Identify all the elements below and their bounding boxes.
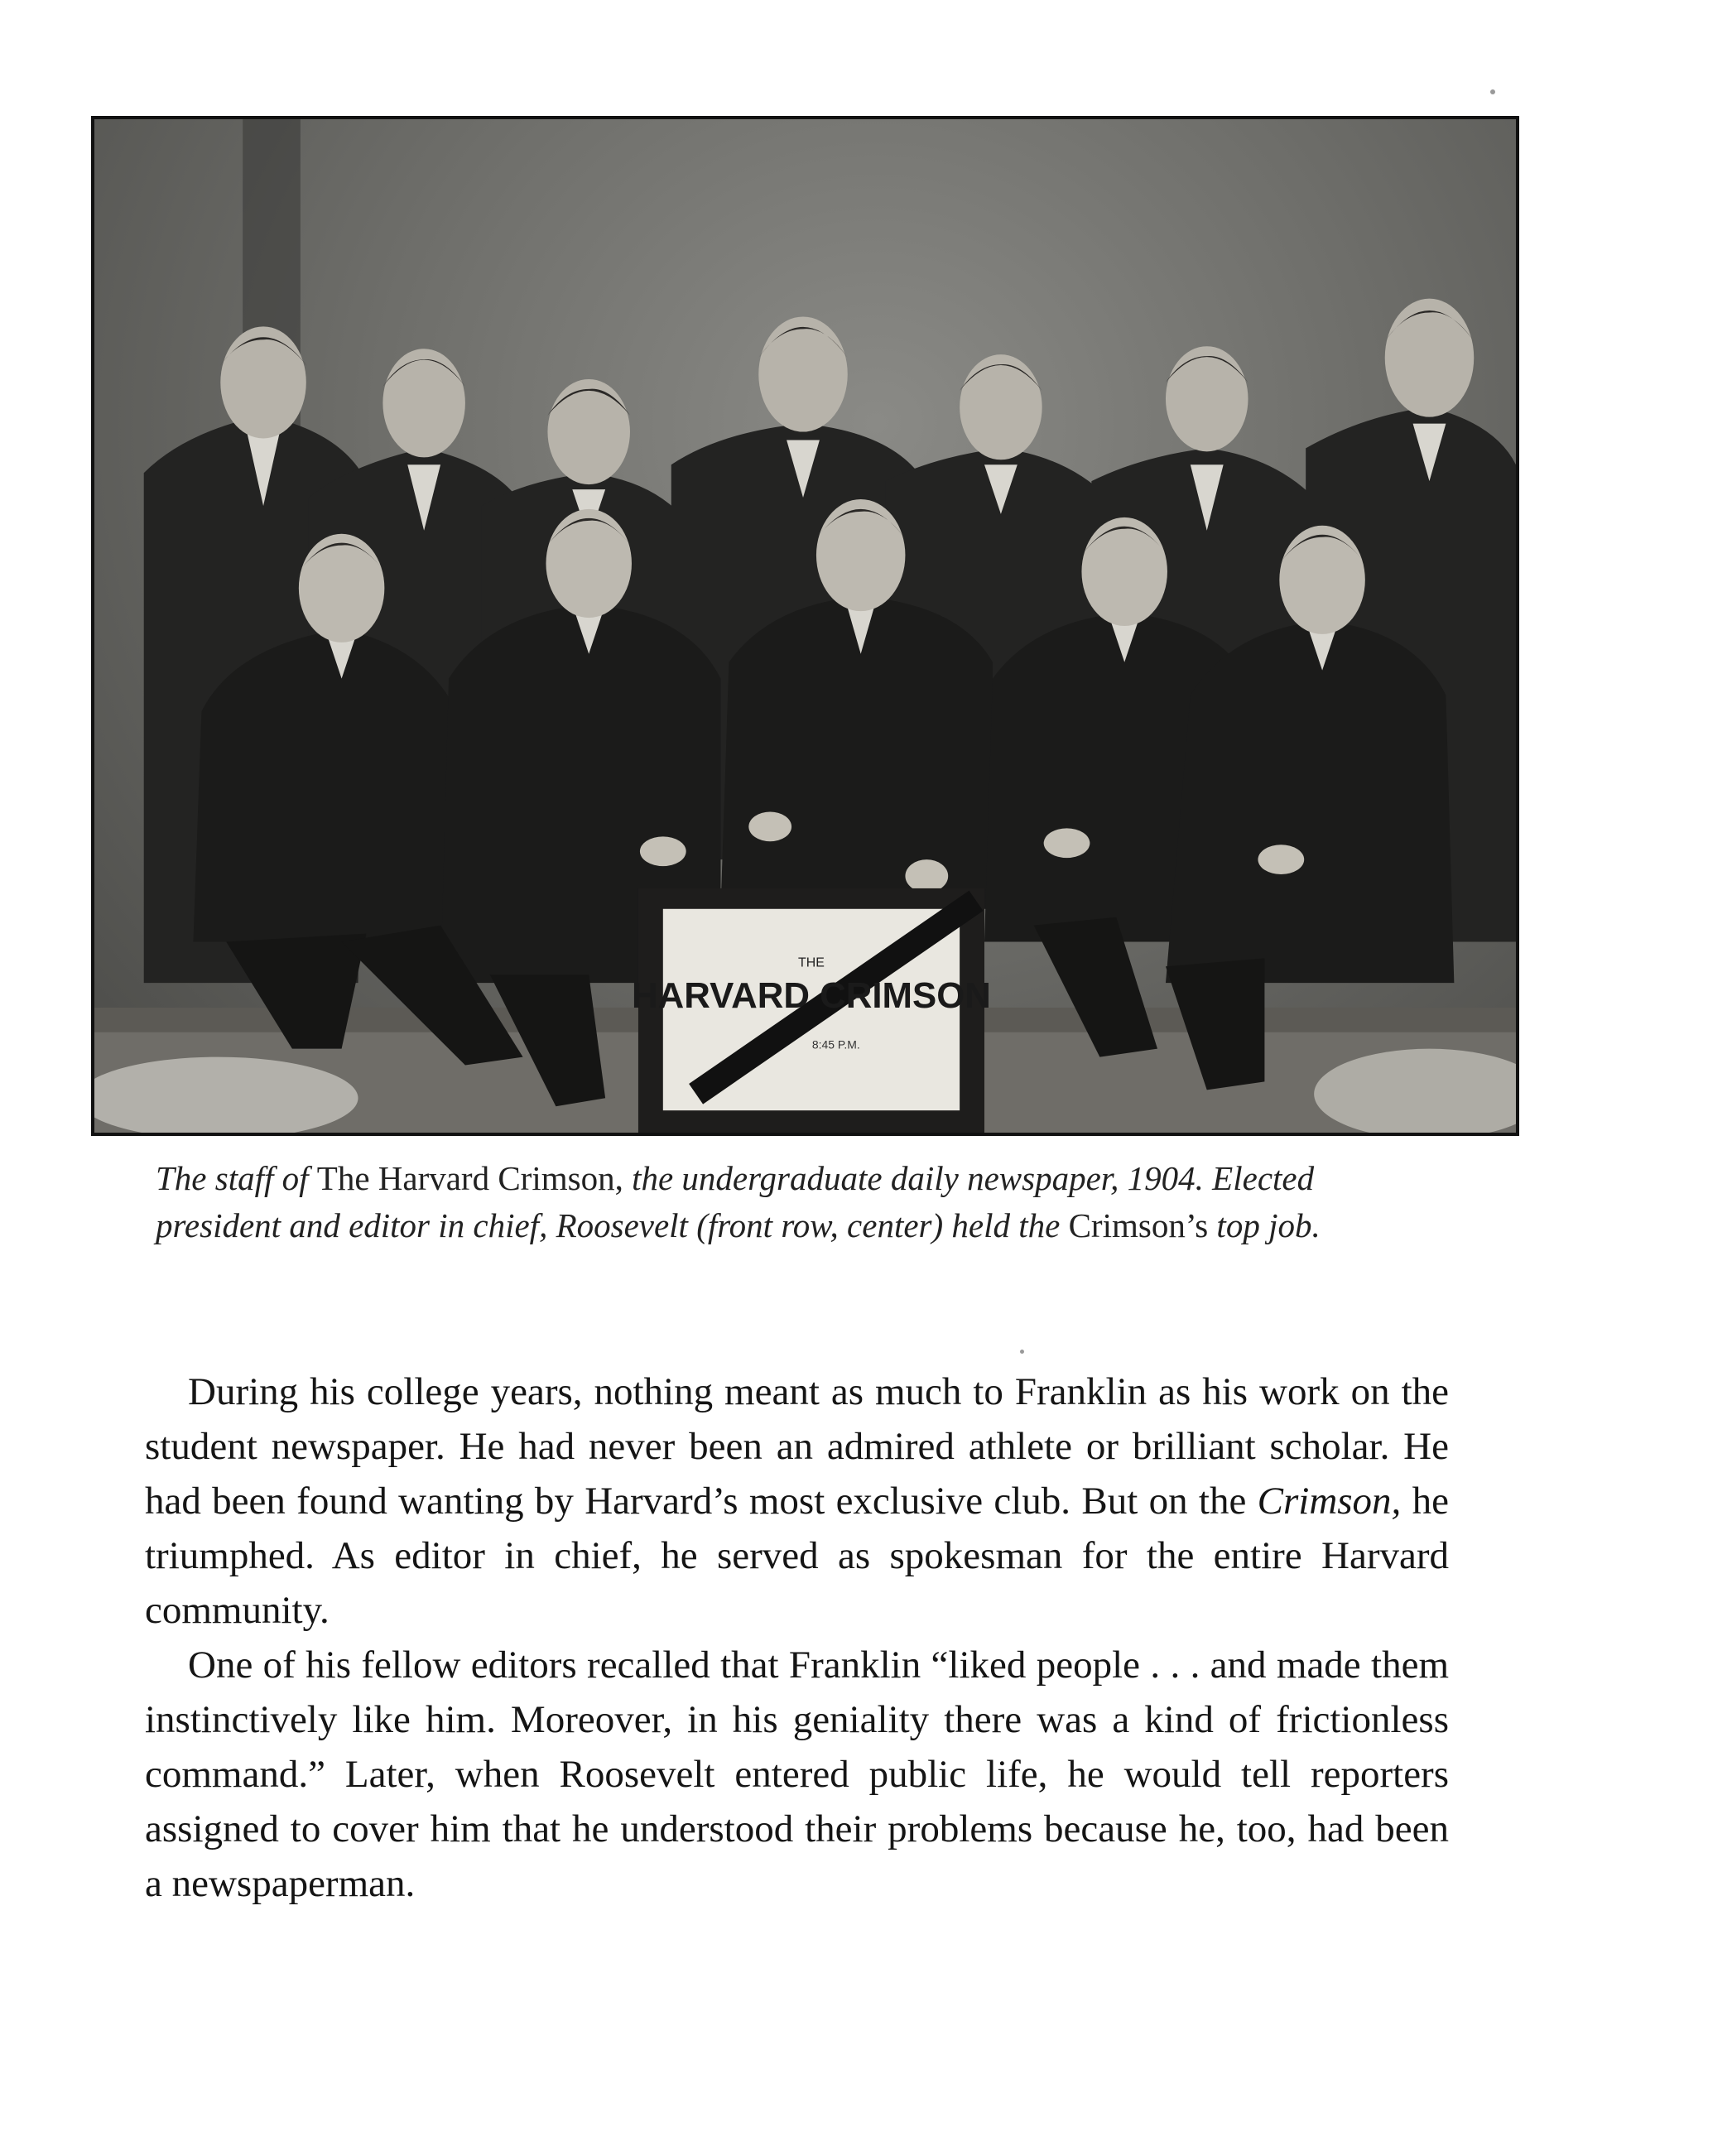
paragraph-1 bbox=[145, 1364, 1449, 1638]
group-photograph bbox=[91, 116, 1519, 1136]
scan-speck bbox=[1490, 89, 1495, 94]
paragraph-1-text-c: he triumphed. As editor in chief, he served as spokesman for the entire Harvard community. bbox=[145, 1480, 1449, 1632]
scan-speck bbox=[1020, 1350, 1024, 1354]
caption-text-2: the undergraduate daily newspaper, 1904. Elected president and editor in chief, Roosevelt (front row, center) held the bbox=[156, 1159, 1315, 1244]
sign-line-2: HARVARD CRIMSON bbox=[632, 975, 991, 1016]
sign-time: 8:45 P.M. bbox=[811, 1037, 860, 1052]
paragraph-1-text-a: During his college years, nothing meant as much to Franklin as his work on the student newspaper. He had never been an admired athlete or brilliant scholar. He had been found wanting by Harvard’s most exclusive club. But on the bbox=[145, 1370, 1449, 1523]
paragraph-1-crimson: Crimson, bbox=[1257, 1480, 1402, 1523]
photo-caption bbox=[156, 1155, 1447, 1249]
caption-text-1: The staff of bbox=[156, 1159, 317, 1197]
caption-text-3: top job. bbox=[1208, 1206, 1321, 1244]
sign-line-1: THE bbox=[798, 955, 825, 970]
paragraph-2: One of his fellow editors recalled that Franklin “liked people . . . and made them instinctively like him. Moreover, in his geniality there was a kind of frictionless command.” Later, when Roosevelt entered public life, he would tell reporters assigned to cover him that he understood their problems because he, too, had been a newspaperman. bbox=[145, 1643, 1449, 1905]
body-text bbox=[145, 1364, 1449, 1911]
caption-newspaper-name: The Harvard Crimson, bbox=[316, 1159, 623, 1197]
caption-crimson-ref: Crimson’s bbox=[1068, 1206, 1209, 1244]
photograph-scene bbox=[94, 119, 1516, 1133]
